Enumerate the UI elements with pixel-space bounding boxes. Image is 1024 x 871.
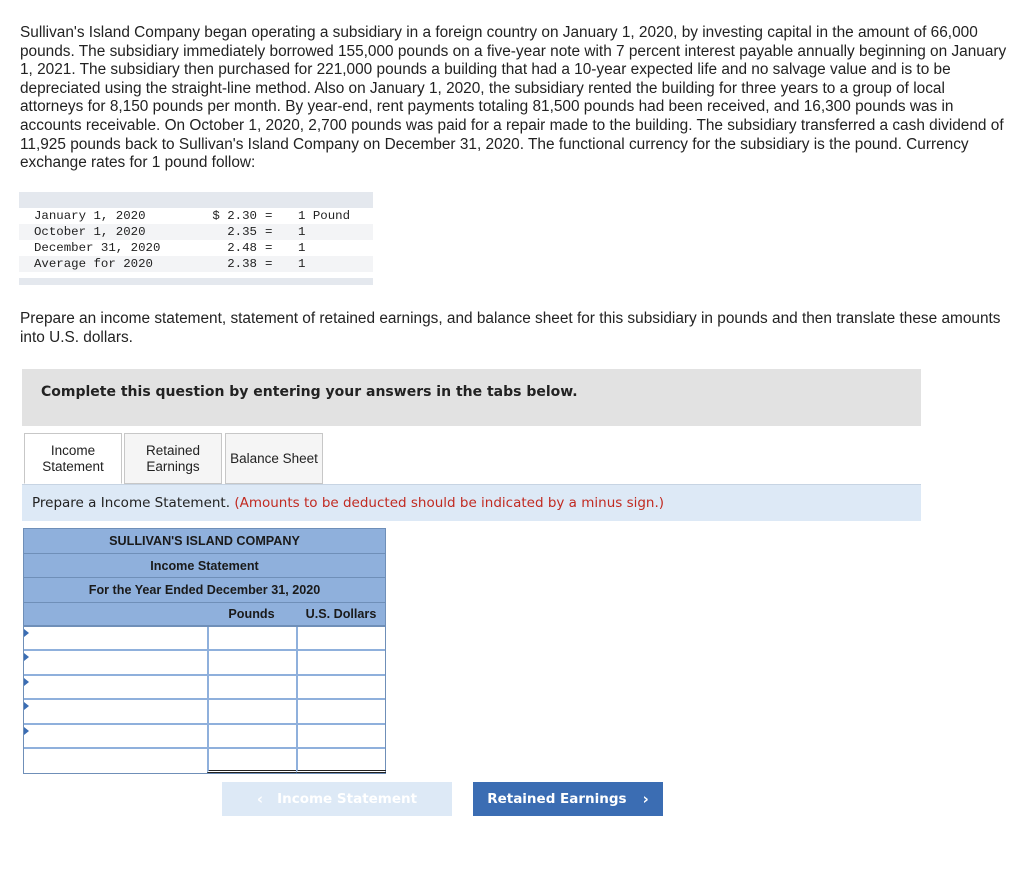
pounds-cell[interactable] xyxy=(207,651,296,674)
pounds-input[interactable] xyxy=(209,651,296,674)
pounds-cell[interactable] xyxy=(207,749,296,773)
complete-question-banner xyxy=(22,369,921,426)
pounds-cell[interactable] xyxy=(207,676,296,699)
row-label-input[interactable] xyxy=(24,627,207,650)
rate-pound: 1 xyxy=(298,257,306,271)
statement-company-name: SULLIVAN'S ISLAND COMPANY xyxy=(24,529,385,554)
statement-period: For the Year Ended December 31, 2020 xyxy=(24,578,385,603)
dropdown-marker-icon xyxy=(24,702,29,710)
pounds-input[interactable] xyxy=(209,700,296,723)
usd-cell[interactable] xyxy=(296,627,386,650)
chevron-left-icon: ‹ xyxy=(256,790,264,808)
usd-cell[interactable] xyxy=(296,749,386,773)
prev-tab-button[interactable] xyxy=(222,782,452,816)
rate-date: Average for 2020 xyxy=(34,257,153,271)
statement-row xyxy=(24,651,385,676)
prepare-instruction xyxy=(32,495,664,511)
rate-equals: = xyxy=(265,225,273,239)
usd-cell[interactable] xyxy=(296,725,386,748)
tab-retained-label-line1: Retained xyxy=(145,442,201,458)
statement-row xyxy=(24,725,385,750)
rate-usd: 2.35 xyxy=(227,225,257,239)
tab-balance-label: Balance Sheet xyxy=(230,450,318,466)
complete-question-text: Complete this question by entering your answers in the tabs below. xyxy=(41,384,578,400)
row-label-input[interactable] xyxy=(24,749,207,773)
usd-input[interactable] xyxy=(298,676,386,699)
row-label-field[interactable] xyxy=(24,749,207,773)
pounds-input[interactable] xyxy=(209,676,296,699)
rate-row xyxy=(19,240,373,256)
rate-pound: 1 xyxy=(298,225,306,239)
tab-income-statement[interactable] xyxy=(24,433,122,484)
dropdown-marker-icon xyxy=(24,653,29,661)
usd-input[interactable] xyxy=(298,651,386,674)
rate-row xyxy=(19,256,373,272)
prepare-instruction-text: Prepare a Income Statement. xyxy=(32,495,231,511)
statement-row xyxy=(24,749,385,773)
chevron-right-icon: › xyxy=(642,790,649,808)
pounds-cell[interactable] xyxy=(207,700,296,723)
rate-usd: 2.48 xyxy=(227,241,257,255)
minus-sign-note: (Amounts to be deducted should be indicated by a minus sign.) xyxy=(234,495,665,511)
problem-description: Sullivan's Island Company began operating a subsidiary in a foreign country on January 1, 2020, by investing capital in the amount of 66,000 pounds. The subsidiary immediately borrowed 155,000 pounds on a five-year note with 7 percent interest payable annually beginning on January 1, 2021. The subsidiary then purchased for 221,000 pounds a building that had a 10-year expected life and no salvage value and is to be depreciated using the straight-line method. Also on January 1, 2020, the subsidiary rented the building for three years to a group of local attorneys for 8,150 pounds per month. By year-end, rent payments totaling 81,500 pounds had been received, and 16,300 pounds was in accounts receivable. On October 1, 2020, 2,700 pounds was paid for a repair made to the building. The subsidiary transferred a cash dividend of 11,925 pounds back to Sullivan's Island Company on December 31, 2020. The functional currency for the subsidiary is the pound. Currency exchange rates for 1 pound follow: xyxy=(20,24,1007,172)
tab-income-label-line2: Statement xyxy=(42,458,104,474)
row-label-field[interactable] xyxy=(24,651,207,674)
rate-usd: $ 2.30 xyxy=(212,209,257,223)
rate-equals: = xyxy=(265,241,273,255)
usd-input[interactable] xyxy=(298,627,386,650)
prev-tab-label: Income Statement xyxy=(277,791,418,807)
row-label-input[interactable] xyxy=(24,700,207,723)
row-label-field[interactable] xyxy=(24,676,207,699)
row-label-input[interactable] xyxy=(24,651,207,674)
pounds-input[interactable] xyxy=(209,725,296,748)
column-header-pounds: Pounds xyxy=(228,606,275,621)
usd-cell[interactable] xyxy=(296,651,386,674)
income-statement-table xyxy=(23,528,386,774)
rate-row xyxy=(19,224,373,240)
pounds-cell[interactable] xyxy=(207,627,296,650)
prepare-instruction-bar xyxy=(22,484,921,521)
row-label-input[interactable] xyxy=(24,676,207,699)
usd-input[interactable] xyxy=(298,749,386,770)
rate-pound: 1 Pound xyxy=(298,209,351,223)
column-header-usd: U.S. Dollars xyxy=(305,606,377,621)
dropdown-marker-icon xyxy=(24,678,29,686)
instructions-text: Prepare an income statement, statement of retained earnings, and balance sheet for this subsidiary in pounds and then translate these amounts into U.S. dollars. xyxy=(20,310,1001,346)
tab-income-label-line1: Income xyxy=(50,442,96,458)
tab-balance-sheet[interactable] xyxy=(225,433,323,484)
statement-row xyxy=(24,700,385,725)
usd-input[interactable] xyxy=(298,725,386,748)
rate-usd: 2.38 xyxy=(227,257,257,271)
statement-title: Income Statement xyxy=(24,554,385,579)
rate-date: October 1, 2020 xyxy=(34,225,146,239)
dropdown-marker-icon xyxy=(24,629,29,637)
rate-equals: = xyxy=(265,209,273,223)
row-label-field[interactable] xyxy=(24,627,207,650)
pounds-input[interactable] xyxy=(209,749,296,770)
tab-retained-earnings[interactable] xyxy=(124,433,222,484)
usd-cell[interactable] xyxy=(296,676,386,699)
pounds-input[interactable] xyxy=(209,627,296,650)
row-label-field[interactable] xyxy=(24,700,207,723)
statement-row xyxy=(24,676,385,701)
usd-input[interactable] xyxy=(298,700,386,723)
dropdown-marker-icon xyxy=(24,727,29,735)
rate-pound: 1 xyxy=(298,241,306,255)
rate-row xyxy=(19,208,373,224)
statement-column-headers xyxy=(24,603,385,627)
row-label-input[interactable] xyxy=(24,725,207,748)
statement-row xyxy=(24,627,385,652)
rate-equals: = xyxy=(265,257,273,271)
row-label-field[interactable] xyxy=(24,725,207,748)
next-tab-button[interactable] xyxy=(473,782,663,816)
usd-cell[interactable] xyxy=(296,700,386,723)
next-tab-label: Retained Earnings xyxy=(487,791,627,807)
rate-date: December 31, 2020 xyxy=(34,241,161,255)
tab-retained-label-line2: Earnings xyxy=(146,458,200,474)
rate-date: January 1, 2020 xyxy=(34,209,146,223)
pounds-cell[interactable] xyxy=(207,725,296,748)
exchange-rate-table xyxy=(19,192,373,285)
